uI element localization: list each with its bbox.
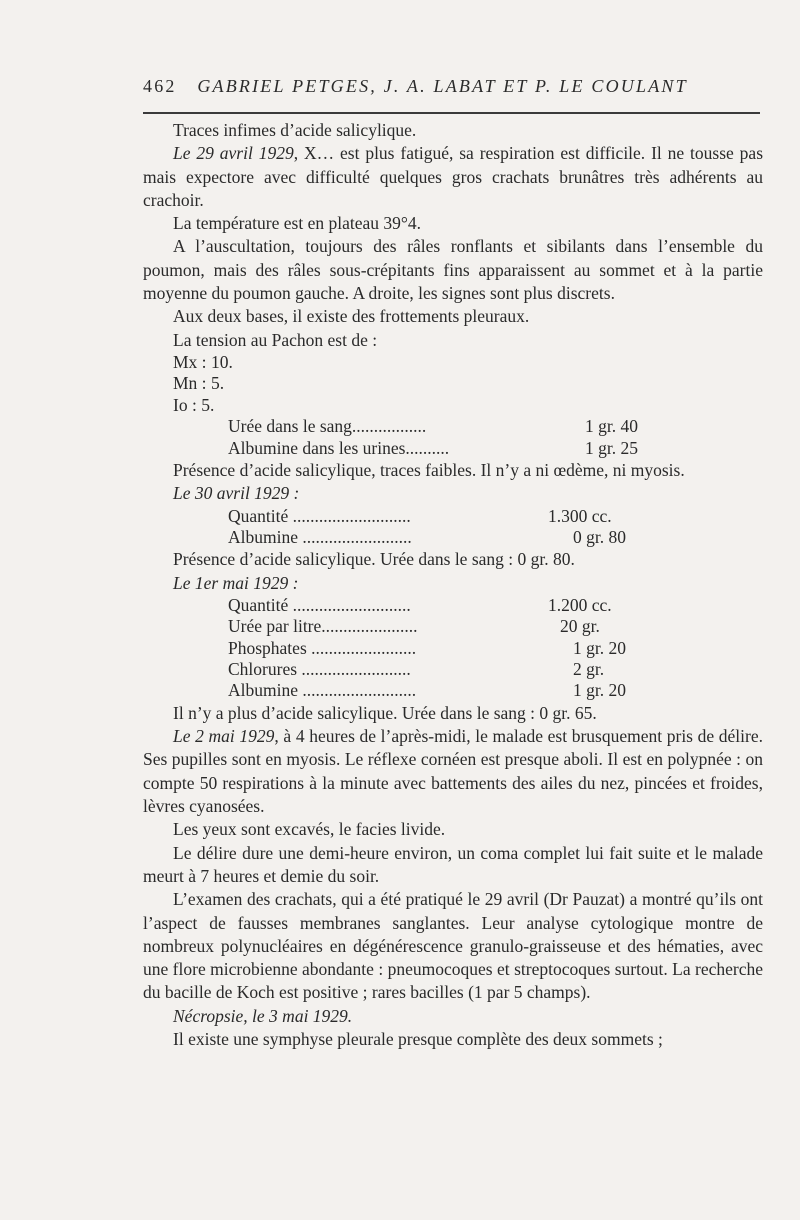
uree-sang-value: 1 gr. 40	[585, 416, 638, 437]
date-1-mai: Le 1er mai 1929 :	[173, 572, 299, 593]
examen-paragraph: L’examen des crachats, qui a été pratiqué le 29 avril (Dr Pauzat) a montré qu’ils ont l’aspect de fausses membranes sanglantes. Leur analyse cytologique montre de nombreux polynucléaires en dégénérescence granulo-graisseuse et des hématies, avec une flore microbienne abondante : pneumocoques et streptocoques surtout. La recherche du bacille de Koch est positive ; rares bacilles (1 par 5 champs).	[143, 889, 763, 1003]
phosphates-row	[143, 638, 763, 659]
presence-line-2: Présence d’acide salicylique. Urée dans le sang : 0 gr. 80.	[173, 549, 575, 570]
tension-label-mx: Mx :	[173, 351, 207, 372]
albumine-urines-label: Albumine dans les urines..........	[228, 437, 450, 458]
running-header	[143, 76, 763, 97]
presence-paragraph: Présence d’acide salicylique, traces faibles. Il n’y a ni œdème, ni myosis.	[173, 459, 685, 480]
uree-sang-label: Urée dans le sang.................	[228, 416, 427, 437]
quantite-30-row	[143, 506, 763, 527]
date-2-mai: Le 2 mai 1929	[173, 726, 275, 747]
traces-line: Traces infimes d’acide salicylique.	[173, 120, 417, 140]
bases-line: Aux deux bases, il existe des frottements pleuraux.	[173, 306, 530, 327]
plus-acide-line: Il n’y a plus d’acide salicylique. Urée dans le sang : 0 gr. 65.	[173, 702, 597, 723]
necropsie-heading: Nécropsie, le 3 mai 1929.	[173, 1005, 353, 1026]
header-rule	[143, 112, 760, 114]
delire-paragraph: Le délire dure une demi-heure environ, un coma complet lui fait suite et le malade meurt à 7 heures et demie du soir.	[143, 842, 763, 886]
quantite-30-label: Quantité ...........................	[228, 505, 411, 526]
phosphates-value: 1 gr. 20	[573, 637, 626, 658]
tension-line: La tension au Pachon est de :	[173, 329, 378, 350]
albumine-1-label: Albumine ..........................	[228, 680, 417, 701]
uree-litre-row	[143, 616, 763, 637]
albumine-1-row	[143, 680, 763, 701]
paragraph-2-mai	[143, 725, 763, 818]
albumine-30-label: Albumine .........................	[228, 526, 412, 547]
quantite-1-label: Quantité ...........................	[228, 594, 411, 615]
tension-row-mn	[143, 373, 763, 394]
albumine-30-row	[143, 527, 763, 548]
date-29-avril: Le 29 avril 1929	[173, 143, 294, 164]
chlorures-value: 2 gr.	[573, 659, 605, 680]
tension-row-io-text	[173, 395, 214, 416]
albumine-30-value: 0 gr. 80	[573, 526, 626, 547]
paragraph-29-avril-text: , X… est plus fatigué, sa respiration est difficile. Il ne tousse pas mais expectore avec difficulté quelques gros crachats brunâtres très adhérents au crachoir.	[143, 143, 764, 210]
tension-label-io: Io :	[173, 394, 197, 415]
albumine-1-value: 1 gr. 20	[573, 680, 626, 701]
albumine-urines-value: 1 gr. 25	[585, 437, 638, 458]
tension-row-mn-text	[173, 373, 224, 394]
tension-value-mx: 10.	[210, 351, 233, 372]
paragraph-2-mai-text: , à 4 heures de l’après-midi, le malade est brusquement pris de délire. Ses pupilles sont en myosis. Le réflexe cornéen est presque aboli. Il est en polypnée : on compte 50 respirations à la minute avec battements des ailes du nez, pincées et froides, lèvres cyanosées.	[143, 726, 763, 817]
paragraph-29-avril	[143, 142, 763, 212]
uree-sang-row	[143, 416, 763, 437]
tension-value-io: 5.	[201, 394, 215, 415]
main-text	[143, 119, 763, 1051]
albumine-urines-row	[143, 438, 763, 459]
symphyse-line: Il existe une symphyse pleurale presque complète des deux sommets ;	[173, 1029, 663, 1049]
quantite-1-row	[143, 595, 763, 616]
page-number: 462	[143, 76, 177, 96]
quantite-1-value: 1.200 cc.	[548, 594, 612, 615]
chlorures-label: Chlorures .........................	[228, 659, 411, 680]
uree-litre-label: Urée par litre......................	[228, 616, 418, 637]
chlorures-row	[143, 659, 763, 680]
tension-row-mx	[143, 352, 763, 373]
auscultation-paragraph: A l’auscultation, toujours des râles ronflants et sibilants dans l’ensemble du poumon, mais des râles sous-crépitants fins apparaissent au sommet et à la partie moyenne du poumon gauche. A droite, les signes sont plus discrets.	[143, 236, 763, 304]
date-30-avril: Le 30 avril 1929 :	[173, 483, 300, 504]
phosphates-label: Phosphates ........................	[228, 637, 417, 658]
uree-litre-value: 20 gr.	[560, 616, 600, 637]
quantite-30-value: 1.300 cc.	[548, 505, 612, 526]
tension-label-mn: Mn :	[173, 373, 207, 394]
tension-row-io	[143, 395, 763, 416]
tension-row-mx-text	[173, 352, 233, 373]
temperature-line: La température est en plateau 39°4.	[173, 213, 421, 234]
tension-value-mn: 5.	[210, 373, 225, 394]
yeux-line: Les yeux sont excavés, le facies livide.	[173, 819, 446, 840]
running-title: GABRIEL PETGES, J. A. LABAT ET P. LE COULANT	[197, 76, 688, 96]
